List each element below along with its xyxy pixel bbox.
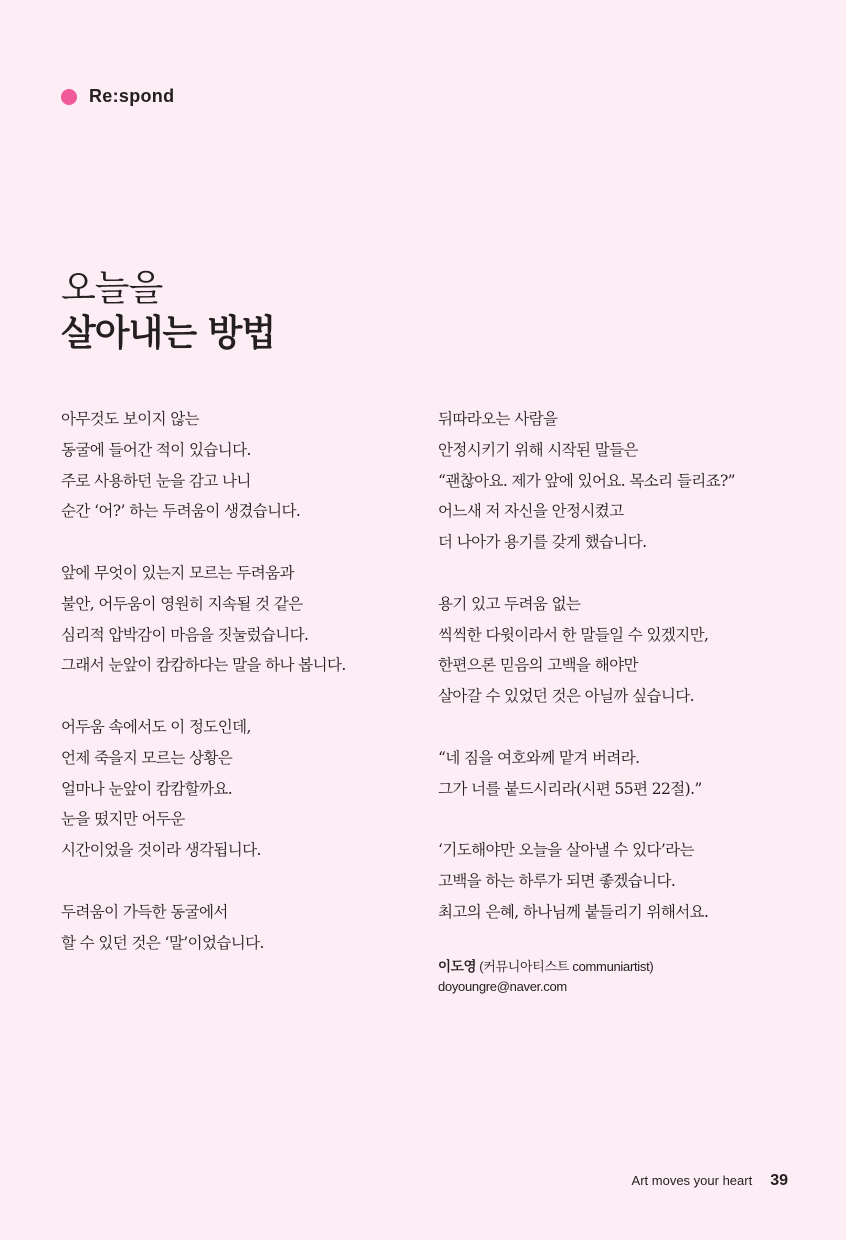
text-line: 앞에 무엇이 있는지 모르는 두려움과 <box>61 563 294 582</box>
text-line: 뒤따라오는 사람을 <box>438 410 558 428</box>
text-line: 안정시키기 위해 시작된 말들은 <box>438 440 638 459</box>
title-line-1: 오늘을 <box>61 268 163 309</box>
text-line: 살아갈 수 있었던 것은 아닐까 싶습니다. <box>438 687 694 706</box>
section-tag <box>61 86 174 107</box>
text-line: 그가 너를 붙드시리라(시편 55편 22절).” <box>438 779 702 798</box>
text-line: 씩씩한 다윗이라서 한 말들일 수 있겠지만, <box>438 625 709 644</box>
text-line: ‘기도해야만 오늘을 살아낼 수 있다’라는 <box>438 841 694 860</box>
text-line: 어느새 저 자신을 안정시켰고 <box>438 502 624 521</box>
paragraph <box>438 743 828 805</box>
text-line: 시간이었을 것이라 생각됩니다. <box>61 841 261 860</box>
text-line: 심리적 압박감이 마음을 짓눌렀습니다. <box>61 625 309 644</box>
text-line: 눈을 떴지만 어두운 <box>61 810 185 829</box>
author-email: doyoungre@naver.com <box>438 979 567 994</box>
paragraph <box>438 835 828 927</box>
text-line: “괜찮아요. 제가 앞에 있어요. 목소리 들리죠?” <box>438 471 735 490</box>
text-line: 얼마나 눈앞이 캄캄할까요. <box>61 779 233 798</box>
text-line: 더 나아가 용기를 갖게 했습니다. <box>438 533 647 552</box>
title-line-2: 살아내는 방법 <box>61 313 276 354</box>
text-line: “네 짐을 여호와께 맡겨 버려라. <box>438 748 640 767</box>
text-line: 두려움이 가득한 동굴에서 <box>61 902 228 921</box>
text-line: 순간 ‘어?’ 하는 두려움이 생겼습니다. <box>61 502 301 521</box>
text-line: 어두움 속에서도 이 정도인데, <box>61 717 251 736</box>
body-left-column <box>61 404 431 989</box>
paragraph <box>438 589 828 712</box>
author-name: 이도영 <box>438 959 477 974</box>
text-line: 불안, 어두움이 영원히 지속될 것 같은 <box>61 594 303 613</box>
paragraph <box>61 558 431 681</box>
text-line: 주로 사용하던 눈을 감고 나니 <box>61 471 251 490</box>
text-line: 언제 죽을지 모르는 상황은 <box>61 748 233 767</box>
text-line: 할 수 있던 것은 ‘말’이었습니다. <box>61 933 264 952</box>
author-role: (커뮤니아티스트 communiartist) <box>479 959 654 974</box>
author-credit <box>438 957 653 997</box>
paragraph <box>61 404 431 527</box>
text-line: 그래서 눈앞이 캄캄하다는 말을 하나 봅니다. <box>61 656 346 675</box>
paragraph <box>438 404 828 558</box>
footer-tagline: Art moves your heart <box>631 1173 753 1188</box>
text-line: 아무것도 보이지 않는 <box>61 410 200 428</box>
article-title <box>61 266 275 356</box>
text-line: 동굴에 들어간 적이 있습니다. <box>61 440 251 459</box>
text-line: 용기 있고 두려움 없는 <box>438 594 581 613</box>
text-line: 한편으론 믿음의 고백을 해야만 <box>438 656 638 675</box>
text-line: 최고의 은혜, 하나님께 붙들리기 위해서요. <box>438 902 709 921</box>
section-dot-icon <box>61 89 77 105</box>
paragraph <box>61 712 431 866</box>
body-right-column <box>438 404 828 958</box>
section-label: Re:spond <box>89 86 175 106</box>
text-line: 고백을 하는 하루가 되면 좋겠습니다. <box>438 871 676 890</box>
page-footer <box>632 1172 788 1190</box>
paragraph <box>61 897 431 959</box>
page-number: 39 <box>770 1172 788 1189</box>
